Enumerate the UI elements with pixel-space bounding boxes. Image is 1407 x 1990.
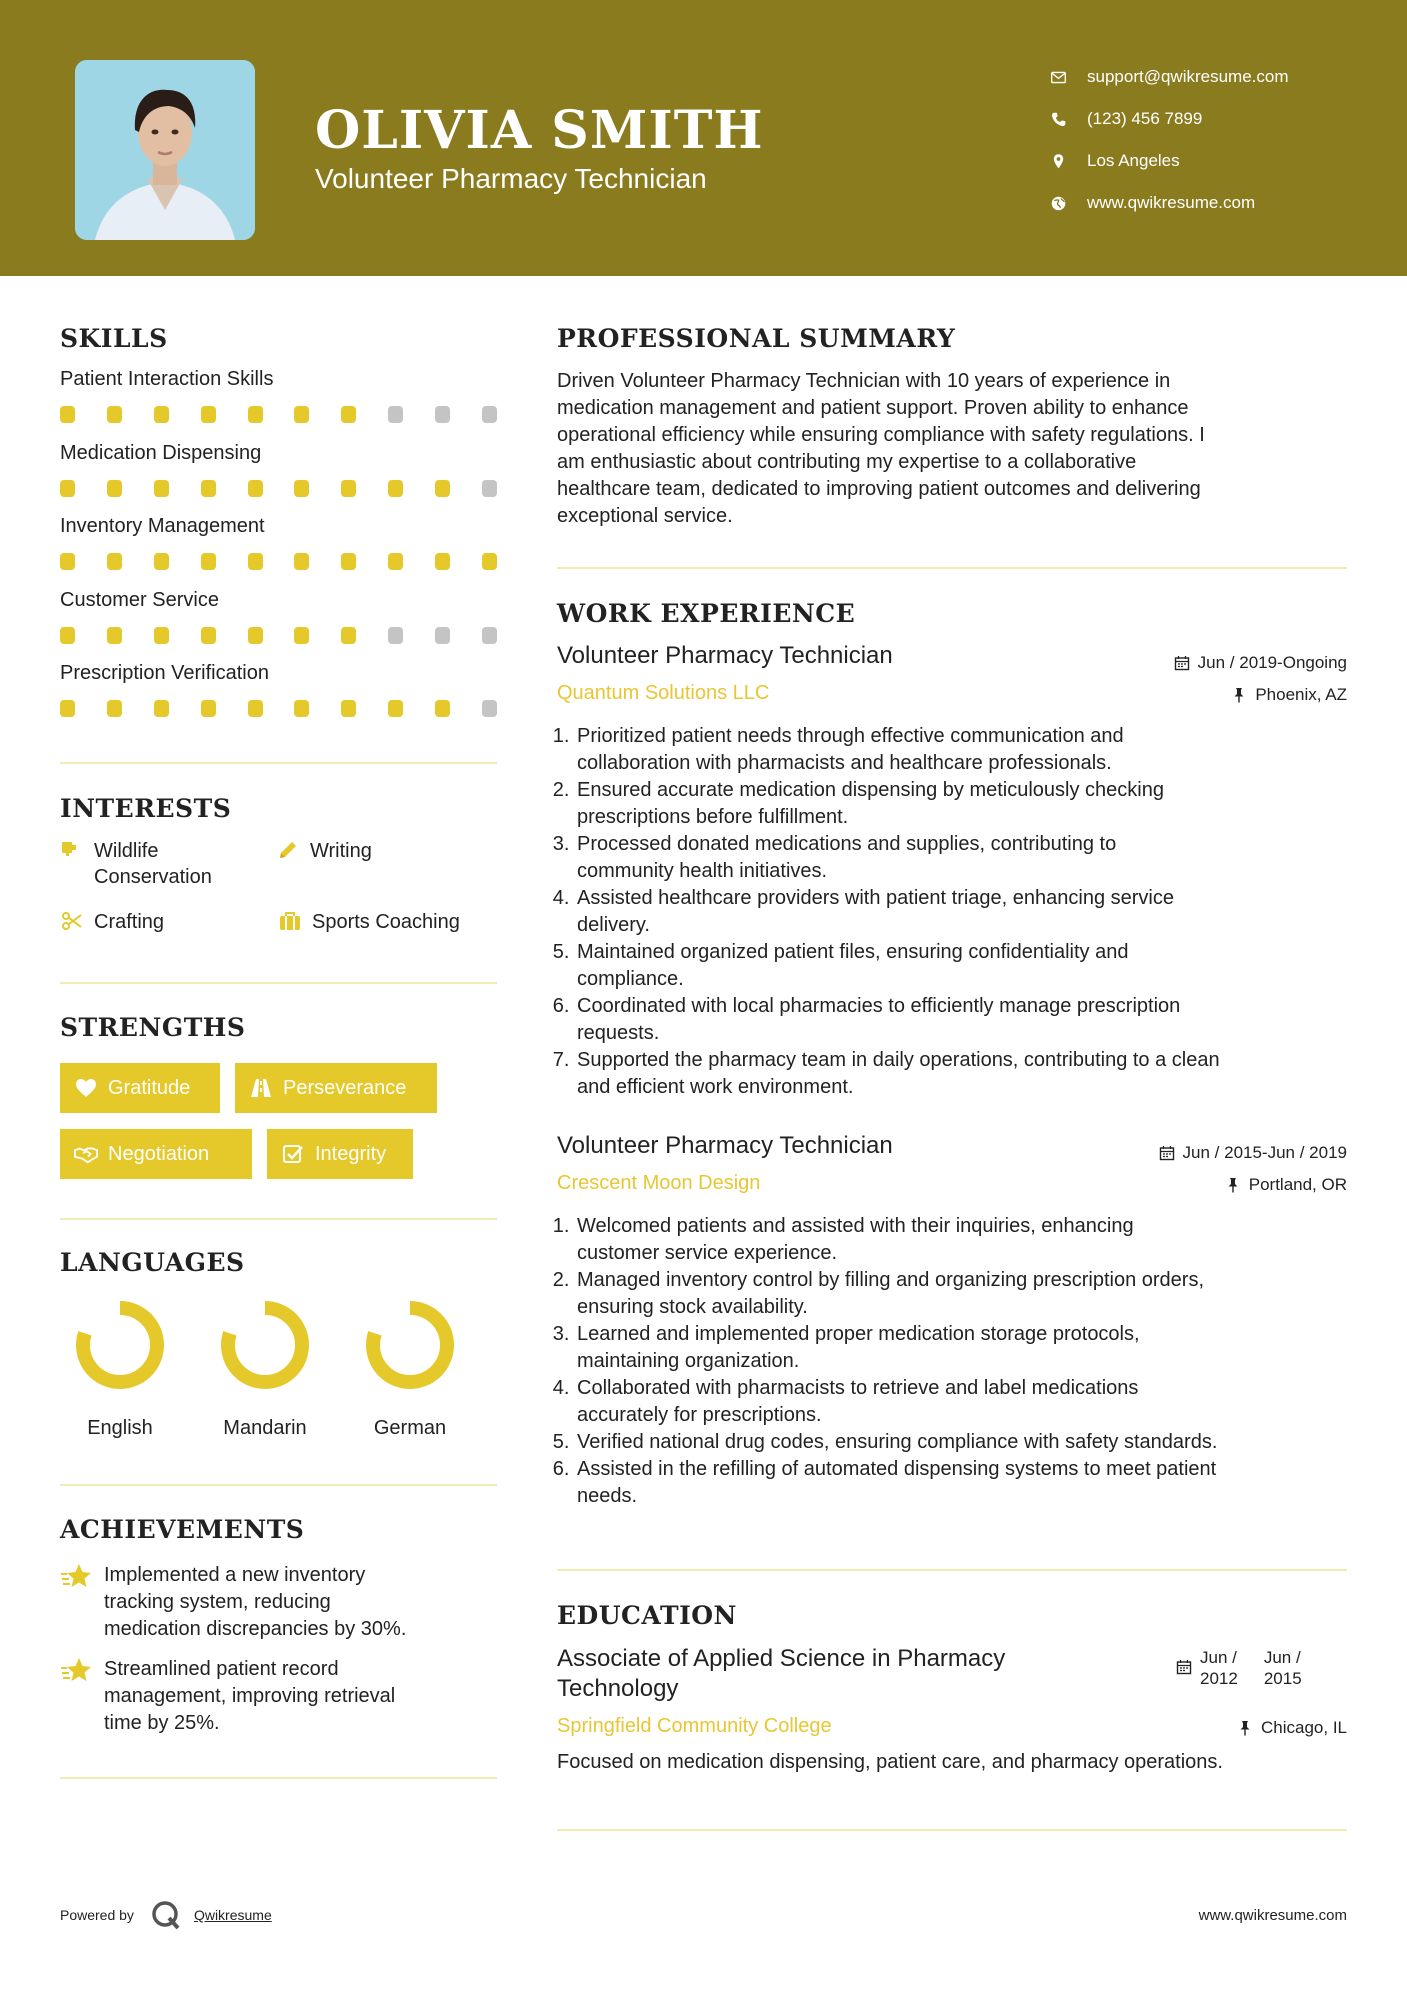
pushpin-icon (1237, 1720, 1253, 1736)
rating-dot-filled (201, 553, 216, 570)
language-item-mandarin (205, 1299, 325, 1440)
rating-dot-filled (107, 406, 122, 423)
language-name: Mandarin (223, 1417, 307, 1439)
rating-dot-filled (341, 627, 356, 644)
interest-label-line2: Conservation (94, 866, 212, 888)
contact-website[interactable] (1050, 182, 1380, 224)
star-icon (60, 1562, 94, 1590)
duty-line: and efficient work environment. (577, 1076, 854, 1098)
job-duties-list (557, 1213, 1375, 1510)
education-divider (557, 1829, 1347, 1831)
duty-line: collaboration with pharmacists and healthcare professionals. (577, 752, 1112, 774)
summary-line: operational efficiency while ensuring compliance with safety regulations. I (557, 424, 1205, 446)
interest-item-wildlife (60, 838, 212, 890)
achievement-line: management, improving retrieval (104, 1685, 396, 1707)
calendar-icon (1174, 655, 1190, 671)
skill-rating (60, 406, 497, 423)
pushpin-icon (1225, 1177, 1241, 1193)
interests-divider (60, 982, 497, 984)
skills-heading: SKILLS (60, 324, 168, 353)
strength-badge-integrity (267, 1129, 413, 1179)
education-end-month: Jun / (1263, 1648, 1301, 1667)
duty-item (575, 885, 1375, 939)
skill-rating (60, 627, 497, 644)
globe-icon (1050, 195, 1067, 212)
duty-line: maintaining organization. (577, 1350, 800, 1372)
education-description: Focused on medication dispensing, patient care, and pharmacy operations. (557, 1751, 1223, 1773)
rating-dot-filled (294, 406, 309, 423)
strength-label: Negotiation (108, 1142, 210, 1165)
contact-phone-text: (123) 456 7899 (1087, 109, 1203, 128)
qwikresume-logo-icon (150, 1899, 182, 1931)
rating-dot-filled (248, 700, 263, 717)
job-date (1174, 653, 1347, 673)
language-name: German (373, 1417, 447, 1439)
education-end-year: 2015 (1263, 1669, 1302, 1688)
strength-label: Integrity (315, 1142, 387, 1165)
interest-label: Crafting (94, 911, 165, 933)
pencil-icon (276, 838, 300, 862)
rating-dot-filled (294, 627, 309, 644)
calendar-icon (1176, 1659, 1192, 1675)
rating-dot-filled (248, 553, 263, 570)
language-level-arc (373, 1308, 447, 1382)
contact-phone[interactable] (1050, 98, 1380, 140)
summary-heading: PROFESSIONAL SUMMARY (557, 324, 956, 353)
interest-item-writing (276, 838, 372, 864)
star-icon (60, 1656, 94, 1684)
rating-dot-filled (60, 700, 75, 717)
rating-dot-filled (482, 553, 497, 570)
education-location-text: Chicago, IL (1261, 1718, 1347, 1737)
rating-dot-empty (482, 700, 497, 717)
rating-dot-filled (60, 406, 75, 423)
rating-dot-filled (248, 406, 263, 423)
duty-line: prescriptions before fulfillment. (577, 806, 849, 828)
rating-dot-filled (60, 480, 75, 497)
interests-heading: INTERESTS (60, 794, 232, 823)
summary-line: Driven Volunteer Pharmacy Technician with 10 years of experience in (557, 370, 1171, 392)
rating-dot-filled (154, 700, 169, 717)
languages-heading: LANGUAGES (60, 1248, 245, 1277)
rating-dot-filled (248, 627, 263, 644)
rating-dot-empty (482, 627, 497, 644)
interest-item-crafting (60, 909, 164, 935)
contact-list (1050, 56, 1380, 224)
binoculars-icon (60, 838, 84, 862)
duty-item (575, 1213, 1375, 1267)
duty-line: 2. Ensured accurate medication dispensing by meticulously checking (577, 779, 1164, 801)
achievement-item (60, 1656, 500, 1737)
duty-item (575, 1047, 1375, 1101)
language-name: English (87, 1417, 153, 1439)
job-location-text: Phoenix, AZ (1255, 685, 1347, 704)
language-level-ring (364, 1299, 456, 1391)
duty-item (575, 1375, 1375, 1429)
job-company: Crescent Moon Design (557, 1172, 761, 1194)
rating-dot-filled (341, 700, 356, 717)
degree-title-line2: Technology (557, 1675, 679, 1702)
skill-rating (60, 480, 497, 497)
skill-rating (60, 700, 497, 717)
calendar-icon (1159, 1145, 1175, 1161)
skill-item (60, 662, 500, 717)
experience-divider (557, 1569, 1347, 1571)
duty-line: 5. Verified national drug codes, ensuring compliance with safety standards. (577, 1431, 1218, 1453)
duty-item (575, 1456, 1375, 1510)
job-title: Volunteer Pharmacy Technician (557, 642, 893, 669)
job-title: Volunteer Pharmacy Technician (557, 1132, 893, 1159)
duty-line: 6. Assisted in the refilling of automated dispensing systems to meet patient (577, 1458, 1217, 1480)
achievement-line: medication discrepancies by 30%. (104, 1618, 407, 1640)
language-item-english (60, 1299, 180, 1440)
achievement-line: Streamlined patient record (104, 1658, 339, 1680)
achievement-item (60, 1562, 500, 1643)
language-level-ring (219, 1299, 311, 1391)
rating-dot-filled (388, 553, 403, 570)
job-date-text: Jun / 2019-Ongoing (1197, 653, 1347, 672)
interest-label: Wildlife (94, 840, 159, 862)
skills-divider (60, 762, 497, 764)
rating-dot-filled (294, 480, 309, 497)
duty-item (575, 939, 1375, 993)
handshake-icon (74, 1142, 98, 1166)
rating-dot-filled (107, 627, 122, 644)
strength-badge-negotiation (60, 1129, 252, 1179)
rating-dot-filled (388, 480, 403, 497)
summary-divider (557, 567, 1347, 569)
phone-icon (1050, 111, 1067, 128)
skill-name: Customer Service (60, 588, 219, 611)
rating-dot-filled (435, 553, 450, 570)
duty-line: community health initiatives. (577, 860, 828, 882)
rating-dot-filled (201, 480, 216, 497)
language-item-german (350, 1299, 470, 1440)
rating-dot-filled (341, 406, 356, 423)
rating-dot-empty (435, 406, 450, 423)
achievements-heading: ACHIEVEMENTS (60, 1515, 305, 1544)
contact-email-text: support@qwikresume.com (1087, 67, 1289, 86)
interest-label: Sports Coaching (312, 911, 460, 933)
duty-line: requests. (577, 1022, 660, 1044)
duty-line: 5. Maintained organized patient files, ensuring confidentiality and (577, 941, 1129, 963)
skill-name: Patient Interaction Skills (60, 368, 274, 390)
education-dates (1176, 1647, 1302, 1689)
road-icon (249, 1076, 273, 1100)
education-start-month: Jun / (1200, 1648, 1237, 1667)
duty-item (575, 777, 1375, 831)
skill-item (60, 589, 500, 644)
duty-line: 1. Prioritized patient needs through effective communication and (577, 725, 1124, 747)
education-start-year: 2012 (1200, 1669, 1238, 1688)
pushpin-icon (1231, 687, 1247, 703)
skill-name: Medication Dispensing (60, 441, 262, 464)
rating-dot-filled (60, 553, 75, 570)
heart-icon (74, 1076, 98, 1100)
degree-title: Associate of Applied Science in Pharmacy (557, 1645, 1006, 1672)
education-end-date (1264, 1647, 1302, 1689)
education-start-date (1200, 1647, 1238, 1689)
school-name: Springfield Community College (557, 1715, 832, 1737)
job-company: Quantum Solutions LLC (557, 682, 770, 704)
profile-photo-illustration (75, 60, 255, 240)
rating-dot-filled (107, 553, 122, 570)
strengths-heading: STRENGTHS (60, 1013, 246, 1042)
skill-name: Prescription Verification (60, 662, 269, 684)
rating-dot-filled (248, 480, 263, 497)
summary-line: exceptional service. (557, 505, 733, 527)
skill-name: Inventory Management (60, 515, 265, 537)
job-location (1225, 1175, 1347, 1195)
rating-dot-filled (294, 700, 309, 717)
experience-heading: WORK EXPERIENCE (557, 599, 856, 628)
job-date-text: Jun / 2015-Jun / 2019 (1182, 1143, 1347, 1162)
job-date (1159, 1143, 1347, 1163)
duty-line: 2. Managed inventory control by filling and organizing prescription orders, (577, 1269, 1205, 1291)
rating-dot-filled (341, 480, 356, 497)
duty-line: 6. Coordinated with local pharmacies to efficiently manage prescription (577, 995, 1181, 1017)
strength-badge-perseverance (235, 1063, 437, 1113)
footer-website[interactable]: www.qwikresume.com (1198, 1907, 1347, 1924)
achievement-line: tracking system, reducing (104, 1591, 331, 1613)
briefcase-icon (278, 909, 302, 933)
duty-line: 3. Learned and implemented proper medication storage protocols, (577, 1323, 1140, 1345)
contact-location-text: Los Angeles (1087, 151, 1180, 170)
contact-location (1050, 140, 1380, 182)
skill-rating (60, 553, 497, 570)
duty-line: 1. Welcomed patients and assisted with their inquiries, enhancing (577, 1215, 1134, 1237)
language-level-arc (228, 1308, 302, 1382)
checkbox-icon (281, 1142, 305, 1166)
contact-website-text: www.qwikresume.com (1087, 193, 1256, 212)
location-pin-icon (1050, 153, 1067, 170)
job-location (1231, 685, 1347, 705)
duty-line: 7. Supported the pharmacy team in daily operations, contributing to a clean (577, 1049, 1220, 1071)
rating-dot-filled (60, 627, 75, 644)
summary-line: medication management and patient support. Proven ability to enhance (557, 397, 1189, 419)
skill-item (60, 442, 500, 497)
achievement-line: Implemented a new inventory (104, 1564, 366, 1586)
rating-dot-filled (154, 406, 169, 423)
interest-item-sports-coaching (278, 909, 460, 935)
rating-dot-empty (482, 406, 497, 423)
strength-label: Gratitude (108, 1076, 191, 1099)
rating-dot-filled (201, 700, 216, 717)
duty-line: 4. Collaborated with pharmacists to retrieve and label medications (577, 1377, 1139, 1399)
duty-line: ensuring stock availability. (577, 1296, 808, 1318)
rating-dot-filled (154, 627, 169, 644)
skill-item (60, 368, 500, 423)
rating-dot-empty (435, 627, 450, 644)
duty-item (575, 1429, 1375, 1456)
duty-line: 3. Processed donated medications and supplies, contributing to (577, 833, 1117, 855)
envelope-icon (1050, 69, 1067, 86)
education-location (1237, 1718, 1347, 1738)
languages-divider (60, 1484, 497, 1486)
candidate-name: OLIVIA SMITH (315, 100, 764, 161)
rating-dot-filled (435, 480, 450, 497)
education-heading: EDUCATION (557, 1601, 737, 1630)
duty-item (575, 723, 1375, 777)
contact-email[interactable] (1050, 56, 1380, 98)
rating-dot-filled (154, 553, 169, 570)
duty-line: compliance. (577, 968, 684, 990)
rating-dot-filled (294, 553, 309, 570)
rating-dot-filled (341, 553, 356, 570)
scissors-icon (60, 909, 84, 933)
footer-powered-by (60, 1899, 272, 1931)
rating-dot-filled (154, 480, 169, 497)
candidate-title: Volunteer Pharmacy Technician (315, 163, 707, 194)
rating-dot-empty (388, 627, 403, 644)
achievements-divider (60, 1777, 497, 1779)
powered-by-label: Powered by (60, 1907, 134, 1923)
rating-dot-filled (107, 480, 122, 497)
strength-badge-gratitude (60, 1063, 220, 1113)
duty-line: customer service experience. (577, 1242, 838, 1264)
achievement-line: time by 25%. (104, 1712, 220, 1734)
qwikresume-link[interactable]: Qwikresume (193, 1907, 272, 1923)
header-banner (0, 0, 1407, 276)
interest-label: Writing (310, 840, 372, 862)
rating-dot-empty (388, 406, 403, 423)
duty-item (575, 831, 1375, 885)
strength-label: Perseverance (283, 1076, 407, 1099)
job-duties-list (557, 723, 1375, 1101)
summary-line: healthcare team, dedicated to improving patient outcomes and delivering (557, 478, 1201, 500)
skill-item (60, 515, 500, 570)
job-location-text: Portland, OR (1248, 1175, 1347, 1194)
profile-photo (75, 60, 255, 240)
duty-line: accurately for prescriptions. (577, 1404, 822, 1426)
summary-line: am enthusiastic about contributing my expertise to a collaborative (557, 451, 1137, 473)
rating-dot-filled (435, 700, 450, 717)
duty-line: 4. Assisted healthcare providers with patient triage, enhancing service (577, 887, 1174, 909)
rating-dot-filled (107, 700, 122, 717)
rating-dot-empty (482, 480, 497, 497)
summary-text (557, 368, 1347, 530)
rating-dot-filled (388, 700, 403, 717)
rating-dot-filled (201, 406, 216, 423)
rating-dot-filled (201, 627, 216, 644)
duty-line: delivery. (577, 914, 650, 936)
duty-line: needs. (577, 1485, 638, 1507)
duty-item (575, 993, 1375, 1047)
duty-item (575, 1321, 1375, 1375)
duty-item (575, 1267, 1375, 1321)
language-level-ring (74, 1299, 166, 1391)
strengths-divider (60, 1218, 497, 1220)
language-level-arc (83, 1308, 157, 1382)
